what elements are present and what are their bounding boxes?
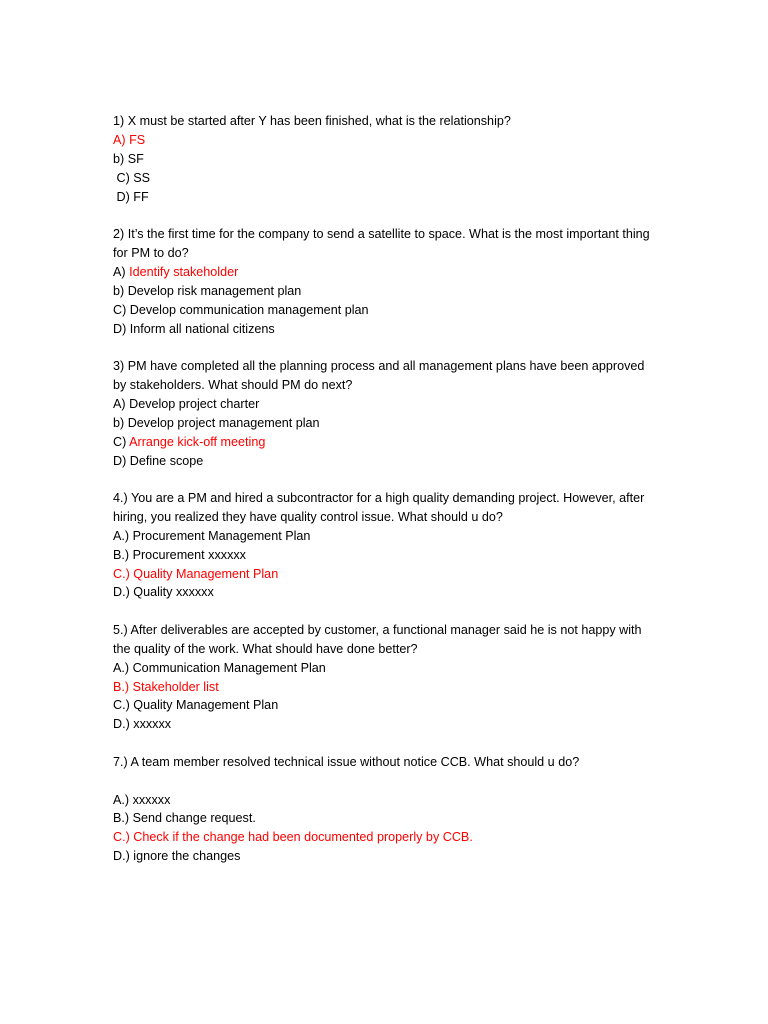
option-a: A.) xxxxxx <box>113 792 171 807</box>
option-d: D.) xxxxxx <box>113 717 172 732</box>
option-d: D.) Quality xxxxxx <box>113 585 214 600</box>
question-text: 3) PM have completed all the planning process and all management plans have been approved by stakeholders. What should PM do next? <box>113 358 645 392</box>
option-c: C.) Quality Management Plan <box>113 698 279 713</box>
option-b: B.) Send change request. <box>113 811 256 826</box>
option-d: D.) ignore the changes <box>113 849 241 864</box>
option-b: b) SF <box>113 151 144 166</box>
option-a: A) Develop project charter <box>113 396 260 411</box>
option-b: b) Develop project management plan <box>113 415 320 430</box>
option-a: A.) Communication Management Plan <box>113 660 326 675</box>
option-c-answer: C.) Check if the change had been documented properly by CCB. <box>113 830 473 845</box>
option-a-answer: Identify stakeholder <box>129 264 239 279</box>
option-prefix: A) <box>113 264 130 279</box>
option-c-answer: Arrange kick-off meeting <box>129 434 266 449</box>
option-a: A.) Procurement Management Plan <box>113 528 311 543</box>
question-text: 1) X must be started after Y has been finished, what is the relationship? <box>113 114 511 128</box>
option-d: D) FF <box>113 189 149 204</box>
question-text: 7.) A team member resolved technical issue without notice CCB. What should u do? <box>113 754 580 769</box>
option-a-answer: A) FS <box>113 132 146 147</box>
question-text: 5.) After deliverables are accepted by customer, a functional manager said he is not happy with the quality of the work. What should have done better? <box>113 622 642 656</box>
option-d: D) Define scope <box>113 453 204 468</box>
option-b: B.) Procurement xxxxxx <box>113 547 246 562</box>
question-4 <box>113 489 658 602</box>
option-a <box>113 263 658 282</box>
question-3 <box>113 357 658 470</box>
option-c <box>113 433 658 452</box>
option-d: D) Inform all national citizens <box>113 321 275 336</box>
option-prefix: C) <box>113 434 130 449</box>
question-2 <box>113 225 658 338</box>
option-c: C) SS <box>113 170 151 185</box>
question-5 <box>113 621 658 734</box>
question-text: 4.) You are a PM and hired a subcontractor for a high quality demanding project. However, after hiring, you realized they have quality control issue. What should u do? <box>113 490 645 524</box>
document-page <box>113 112 658 885</box>
blank-line <box>113 772 658 791</box>
question-text: 2) It’s the first time for the company to send a satellite to space. What is the most important thing for PM to do? <box>113 227 650 260</box>
question-7 <box>113 753 658 866</box>
option-b: b) Develop risk management plan <box>113 283 302 298</box>
option-c-answer: C.) Quality Management Plan <box>113 566 279 581</box>
option-b-answer: B.) Stakeholder list <box>113 679 219 694</box>
question-1 <box>113 112 658 207</box>
option-c: C) Develop communication management plan <box>113 302 369 317</box>
